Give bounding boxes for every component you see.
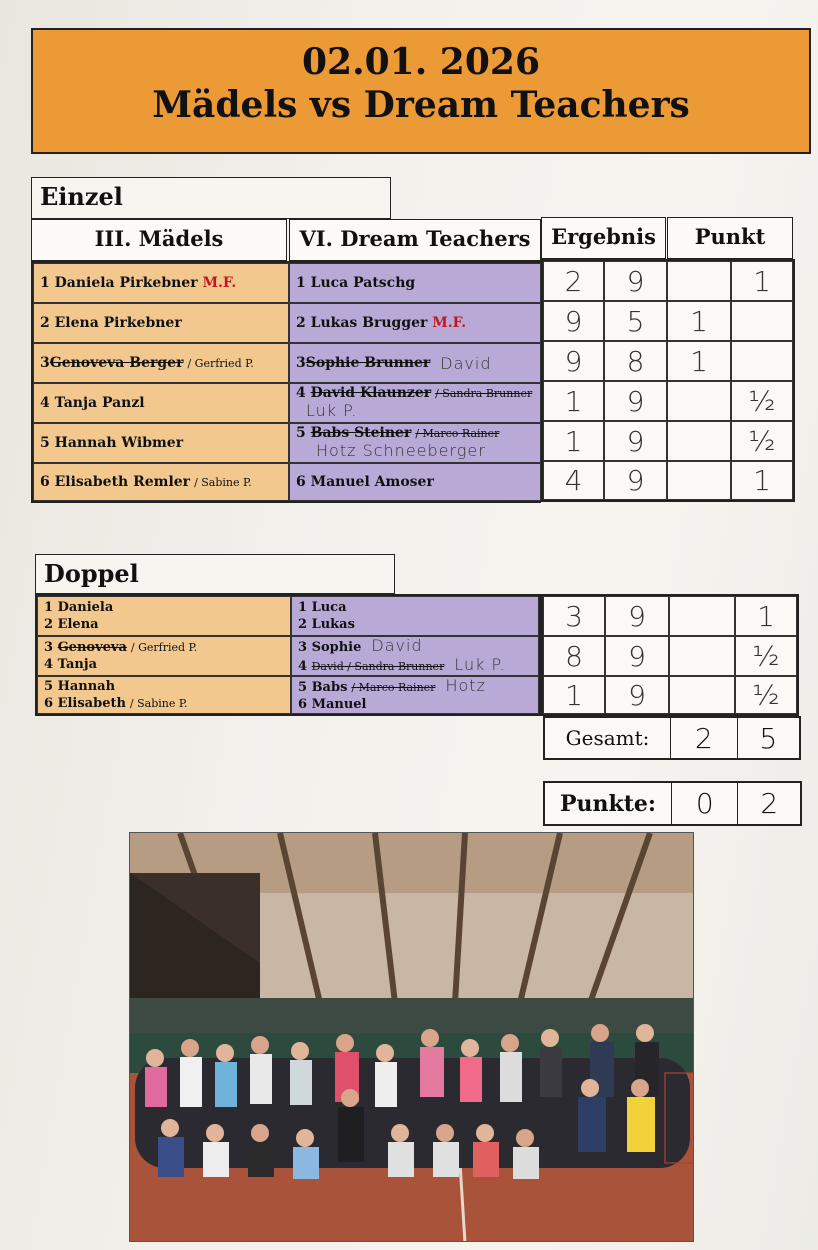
score-cell: 9 [605,676,669,714]
score-cell: 2 [543,261,604,301]
table-row: 6 Manuel Amoser [289,463,541,501]
group-photo [129,832,694,1242]
point-cell [667,381,731,421]
punkte-label: Punkte: [545,783,672,824]
table-row: 5 Babs Steiner / Marco Rainer Hotz Schneeberger [289,423,541,463]
point-cell: 1 [735,596,797,636]
table-row: 6 Elisabeth Remler / Sabine P. [33,463,289,501]
table-row: 3 Sophie David 4 David / Sandra Brunner Luk P. [291,636,539,676]
point-cell: 1 [667,341,731,381]
handwritten-note: Hotz [445,676,486,695]
table-row: 1 Daniela 2 Elena [37,596,291,636]
table-row: 3 Genoveva Berger / Gerfried P. [33,343,289,383]
match-date: 02.01. 2026 [302,41,540,83]
handwritten-note: Luk P. [306,401,358,420]
col-result: Ergebnis [541,217,666,259]
score-cell: 8 [543,636,605,676]
score-cell: 9 [605,636,669,676]
einzel-label: Einzel [31,177,391,219]
score-cell: 1 [543,676,605,714]
point-cell [667,261,731,301]
table-row: 5 Hannah 6 Elisabeth / Sabine P. [37,676,291,714]
point-cell [669,676,735,714]
point-cell: 1 [731,461,793,500]
score-cell: 9 [604,421,667,461]
gesamt-team1: 2 [671,718,737,758]
score-cell: 9 [543,341,604,381]
doppel-score-grid [541,594,799,716]
mf-mark: M.F. [432,315,467,331]
title-banner [31,28,811,154]
table-row: 1 Luca Patschg [289,263,541,303]
table-row: 2 Lukas Brugger M.F. [289,303,541,343]
point-cell [667,421,731,461]
handwritten-note: David [371,636,423,655]
table-row: 5 Hannah Wibmer [33,423,289,463]
gesamt-label: Gesamt: [545,718,671,758]
gesamt-team2: 5 [759,721,778,755]
handwritten-note: David [440,353,492,373]
point-cell [731,301,793,341]
punkte-team1: 0 [672,783,738,824]
punkte-team2: 2 [760,787,779,820]
table-row: 4 David Klaunzer / Sandra Brunner Luk P. [289,383,541,423]
table-row: 5 Babs / Marco Rainer Hotz 6 Manuel [291,676,539,714]
point-cell: 1 [667,301,731,341]
table-row: 1 Daniela Pirkebner M.F. [33,263,289,303]
point-cell [669,636,735,676]
point-cell: ½ [735,636,797,676]
col-points: Punkt [667,217,793,259]
table-row: 3 Genoveva / Gerfried P. 4 Tanja [37,636,291,676]
table-row: 4 Tanja Panzl [33,383,289,423]
point-cell: ½ [735,676,797,714]
einzel-names-table [31,261,541,503]
point-cell: 1 [731,261,793,301]
doppel-names-table [35,594,541,716]
gesamt-box [543,716,801,760]
col-team2: VI. Dream Teachers [289,219,541,261]
score-cell: 8 [604,341,667,381]
point-cell [669,596,735,636]
score-cell: 9 [604,381,667,421]
score-cell: 4 [543,461,604,500]
score-cell: 9 [604,261,667,301]
table-row: 1 Luca 2 Lukas [291,596,539,636]
point-cell: ½ [731,421,793,461]
score-cell: 1 [543,381,604,421]
score-cell: 1 [543,421,604,461]
score-cell: 9 [604,461,667,500]
einzel-score-grid [541,259,795,502]
score-cell: 9 [543,301,604,341]
point-cell [667,461,731,500]
table-row: 2 Elena Pirkebner [33,303,289,343]
handwritten-note: Luk P. [454,655,506,674]
table-row: 3 Sophie Brunner David [289,343,541,383]
punkte-box [543,781,802,826]
point-cell [731,341,793,381]
score-cell: 9 [605,596,669,636]
score-cell: 5 [604,301,667,341]
doppel-label: Doppel [35,554,395,594]
score-cell: 3 [543,596,605,636]
col-team1: III. Mädels [31,219,287,261]
match-title: Mädels vs Dream Teachers [152,84,690,126]
handwritten-note: Hotz Schneeberger [316,441,486,460]
group-photo-illustration [130,833,694,1242]
point-cell: ½ [731,381,793,421]
mf-mark: M.F. [202,275,237,291]
